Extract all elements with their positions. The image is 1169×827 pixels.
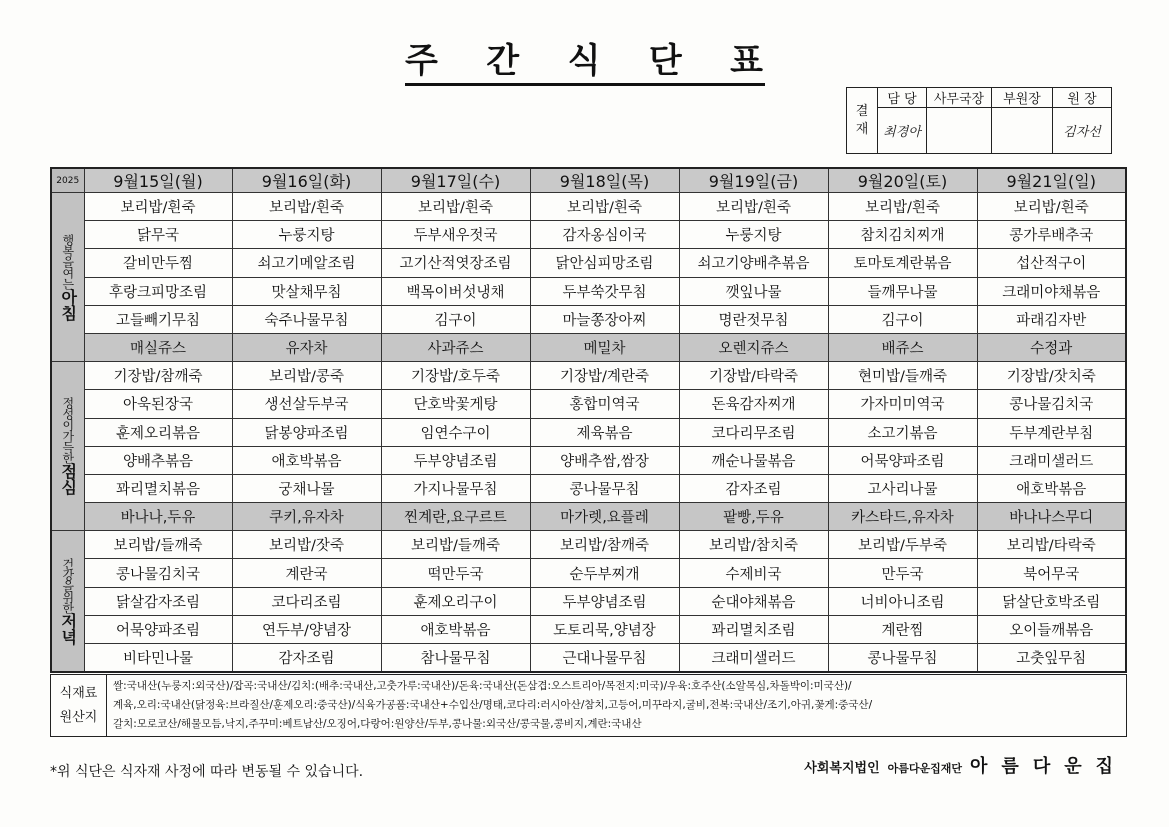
snack-cell: 바나나,두유 — [84, 503, 232, 531]
menu-cell: 갈비만두찜 — [84, 249, 232, 277]
menu-cell: 누룽지탕 — [232, 221, 381, 249]
menu-cell: 근대나물무침 — [530, 644, 679, 673]
origin-label — [51, 675, 107, 736]
menu-cell: 고기산적엿장조림 — [381, 249, 530, 277]
day-header: 9월15일(월) — [84, 168, 232, 193]
menu-cell: 콩나물김치국 — [84, 559, 232, 587]
approval-label-1: 결 — [855, 103, 869, 119]
origin-line: 갈치:모로코산/해물모듬,낙지,주꾸미:베트남산/오징어,다랑어:원양산/두부,콩나물:외국산/콩국물,콩비지,계란:국내산 — [113, 718, 642, 730]
snack-cell: 사과쥬스 — [381, 333, 530, 361]
menu-row — [51, 615, 1126, 643]
snack-cell: 오렌지쥬스 — [679, 333, 828, 361]
menu-cell: 보리밥/흰죽 — [84, 193, 232, 221]
menu-cell: 오이들깨볶음 — [977, 615, 1126, 643]
menu-row — [51, 446, 1126, 474]
menu-row — [51, 531, 1126, 559]
menu-cell: 마늘쫑장아찌 — [530, 305, 679, 333]
day-header: 9월19일(금) — [679, 168, 828, 193]
menu-cell: 기장밥/타락죽 — [679, 362, 828, 390]
menu-cell: 두부계란부침 — [977, 418, 1126, 446]
menu-row — [51, 193, 1126, 221]
menu-cell: 크래미샐러드 — [679, 644, 828, 673]
menu-cell: 홍합미역국 — [530, 390, 679, 418]
page-title — [405, 33, 765, 86]
menu-cell: 애호박볶음 — [232, 446, 381, 474]
menu-cell: 쇠고기메알조림 — [232, 249, 381, 277]
menu-cell: 어묵양파조림 — [84, 615, 232, 643]
menu-cell: 애호박볶음 — [977, 474, 1126, 502]
menu-cell: 들깨무나물 — [828, 277, 977, 305]
approval-header-staff: 담 당 — [878, 88, 927, 108]
menu-cell: 순두부찌개 — [530, 559, 679, 587]
menu-cell: 계란찜 — [828, 615, 977, 643]
org-name: 아름다운집 — [970, 756, 1127, 777]
menu-cell: 꽈리멸치볶음 — [84, 474, 232, 502]
menu-row — [51, 587, 1126, 615]
menu-cell: 생선살두부국 — [232, 390, 381, 418]
origin-label-line: 원산지 — [59, 709, 98, 725]
menu-cell: 숙주나물무침 — [232, 305, 381, 333]
menu-row — [51, 559, 1126, 587]
menu-cell: 콩나물무침 — [828, 644, 977, 673]
menu-cell: 보리밥/흰죽 — [530, 193, 679, 221]
year-label: 2025 — [51, 168, 84, 193]
snack-cell: 유자차 — [232, 333, 381, 361]
snack-cell: 메밀차 — [530, 333, 679, 361]
menu-cell: 계란국 — [232, 559, 381, 587]
snack-row — [51, 333, 1126, 361]
menu-cell: 닭무국 — [84, 221, 232, 249]
approval-header-head: 원 장 — [1053, 88, 1112, 108]
menu-cell: 떡만두국 — [381, 559, 530, 587]
menu-row — [51, 221, 1126, 249]
menu-cell: 크래미샐러드 — [977, 446, 1126, 474]
menu-row — [51, 362, 1126, 390]
menu-cell: 훈제오리구이 — [381, 587, 530, 615]
menu-cell: 김구이 — [828, 305, 977, 333]
meal-label-main: 저녁 — [58, 612, 78, 645]
origin-line: 쌀:국내산(누룽지:외국산)/잡곡:국내산/김치:(배추:국내산,고춧가루:국내산)/돈육:국내산(돈삼겹:오스트리아/목전지:미국)/우육:호주산(소알목심,차돌박이:미국산)/ — [113, 680, 852, 692]
menu-cell: 단호박꽃게탕 — [381, 390, 530, 418]
menu-cell: 기장밥/잣치죽 — [977, 362, 1126, 390]
meal-label-sub: 행복을여는 — [60, 233, 75, 289]
meal-label — [51, 193, 84, 362]
menu-cell: 보리밥/참깨죽 — [530, 531, 679, 559]
menu-cell: 돈육감자찌개 — [679, 390, 828, 418]
menu-row — [51, 474, 1126, 502]
day-header: 9월20일(토) — [828, 168, 977, 193]
menu-cell: 섭산적구이 — [977, 249, 1126, 277]
menu-cell: 너비아니조림 — [828, 587, 977, 615]
menu-cell: 맛살채무침 — [232, 277, 381, 305]
snack-cell: 찐계란,요구르트 — [381, 503, 530, 531]
menu-cell: 보리밥/흰죽 — [977, 193, 1126, 221]
menu-cell: 임연수구이 — [381, 418, 530, 446]
title-char: 간 — [486, 40, 522, 81]
menu-cell: 양배추쌈,쌈장 — [530, 446, 679, 474]
menu-cell: 후랑크피망조림 — [84, 277, 232, 305]
menu-cell: 두부새우젓국 — [381, 221, 530, 249]
meal-label-sub: 건강을위한 — [60, 557, 75, 613]
origin-line: 계육,오리:국내산(닭정육:브라질산/훈제오리:중국산)/식육가공품:국내산+수입산/명태,코다리:러시아산/참치,고등어,미꾸라지,굴비,전복:국내산/조기,아귀,꽃게:중국산/ — [113, 699, 873, 711]
menu-cell: 보리밥/들깨죽 — [84, 531, 232, 559]
approval-label — [847, 88, 878, 154]
menu-cell: 소고기볶음 — [828, 418, 977, 446]
menu-cell: 아욱된장국 — [84, 390, 232, 418]
menu-cell: 보리밥/잣죽 — [232, 531, 381, 559]
menu-cell: 닭봉양파조림 — [232, 418, 381, 446]
approval-header-vice: 부원장 — [992, 88, 1053, 108]
snack-cell: 마가렛,요플레 — [530, 503, 679, 531]
menu-cell: 보리밥/흰죽 — [381, 193, 530, 221]
menu-cell: 연두부/양념장 — [232, 615, 381, 643]
approval-header-director: 사무국장 — [927, 88, 992, 108]
menu-cell: 꽈리멸치조림 — [679, 615, 828, 643]
menu-row — [51, 249, 1126, 277]
menu-cell: 보리밥/흰죽 — [828, 193, 977, 221]
origin-text — [107, 675, 878, 736]
menu-cell: 기장밥/참깨죽 — [84, 362, 232, 390]
menu-cell: 양배추볶음 — [84, 446, 232, 474]
menu-cell: 만두국 — [828, 559, 977, 587]
menu-cell: 수제비국 — [679, 559, 828, 587]
day-header: 9월18일(목) — [530, 168, 679, 193]
origin-box — [50, 674, 1127, 737]
menu-cell: 토마토계란볶음 — [828, 249, 977, 277]
menu-cell: 백목이버섯냉채 — [381, 277, 530, 305]
menu-cell: 누룽지탕 — [679, 221, 828, 249]
menu-cell: 콩나물김치국 — [977, 390, 1126, 418]
menu-cell: 보리밥/흰죽 — [679, 193, 828, 221]
menu-cell: 기장밥/호두죽 — [381, 362, 530, 390]
menu-cell: 보리밥/흰죽 — [232, 193, 381, 221]
menu-cell: 깨순나물볶음 — [679, 446, 828, 474]
menu-cell: 감자옹심이국 — [530, 221, 679, 249]
snack-cell: 매실쥬스 — [84, 333, 232, 361]
menu-cell: 김구이 — [381, 305, 530, 333]
signature-vice — [992, 108, 1053, 154]
notice-text: *위 식단은 식자재 사정에 따라 변동될 수 있습니다. — [50, 764, 364, 780]
approval-box — [846, 87, 1112, 154]
org-prefix: 사회복지법인 — [804, 761, 880, 776]
menu-cell: 제육볶음 — [530, 418, 679, 446]
menu-row — [51, 390, 1126, 418]
menu-cell: 도토리묵,양념장 — [530, 615, 679, 643]
menu-cell: 비타민나물 — [84, 644, 232, 673]
menu-cell: 고사리나물 — [828, 474, 977, 502]
organization — [804, 752, 1127, 778]
meal-label — [51, 531, 84, 672]
menu-cell: 보리밥/콩죽 — [232, 362, 381, 390]
menu-row — [51, 644, 1126, 673]
menu-cell: 순대야채볶음 — [679, 587, 828, 615]
snack-cell: 쿠키,유자차 — [232, 503, 381, 531]
signature-head: 김자선 — [1053, 108, 1112, 154]
menu-cell: 보리밥/참치죽 — [679, 531, 828, 559]
menu-cell: 코다리무조림 — [679, 418, 828, 446]
menu-cell: 고들빼기무침 — [84, 305, 232, 333]
weekly-menu-table — [50, 167, 1127, 673]
title-char: 단 — [648, 40, 684, 81]
meal-label-sub: 정성이가득한 — [60, 397, 75, 464]
menu-cell: 보리밥/두부죽 — [828, 531, 977, 559]
signature-director — [927, 108, 992, 154]
menu-cell: 두부양념조림 — [381, 446, 530, 474]
menu-cell: 두부쑥갓무침 — [530, 277, 679, 305]
org-foundation: 아름다운집재단 — [887, 762, 963, 775]
snack-row — [51, 503, 1126, 531]
menu-cell: 두부양념조림 — [530, 587, 679, 615]
approval-label-2: 재 — [855, 121, 869, 137]
menu-cell: 고춧잎무침 — [977, 644, 1126, 673]
menu-cell: 현미밥/들깨죽 — [828, 362, 977, 390]
day-header: 9월17일(수) — [381, 168, 530, 193]
menu-cell: 크래미야채볶음 — [977, 277, 1126, 305]
snack-cell: 팥빵,두유 — [679, 503, 828, 531]
signature-staff: 최경아 — [878, 108, 927, 154]
menu-cell: 애호박볶음 — [381, 615, 530, 643]
menu-cell: 닭안심피망조림 — [530, 249, 679, 277]
day-header-row — [51, 168, 1126, 193]
menu-cell: 기장밥/계란죽 — [530, 362, 679, 390]
title-char: 표 — [730, 40, 765, 81]
menu-cell: 어묵양파조림 — [828, 446, 977, 474]
menu-cell: 명란젓무침 — [679, 305, 828, 333]
menu-cell: 파래김자반 — [977, 305, 1126, 333]
menu-cell: 훈제오리볶음 — [84, 418, 232, 446]
snack-cell: 수정과 — [977, 333, 1126, 361]
menu-cell: 콩나물무침 — [530, 474, 679, 502]
menu-cell: 쇠고기양배추볶음 — [679, 249, 828, 277]
menu-cell: 감자조림 — [679, 474, 828, 502]
snack-cell: 배쥬스 — [828, 333, 977, 361]
title-char: 식 — [567, 40, 603, 81]
day-header: 9월21일(일) — [977, 168, 1126, 193]
menu-cell: 가지나물무침 — [381, 474, 530, 502]
menu-cell: 닭살단호박조림 — [977, 587, 1126, 615]
menu-cell: 참치김치찌개 — [828, 221, 977, 249]
menu-row — [51, 305, 1126, 333]
menu-cell: 콩가루배추국 — [977, 221, 1126, 249]
menu-cell: 보리밥/들깨죽 — [381, 531, 530, 559]
menu-cell: 가자미미역국 — [828, 390, 977, 418]
menu-cell: 감자조림 — [232, 644, 381, 673]
meal-label-main: 점심 — [58, 463, 78, 496]
day-header: 9월16일(화) — [232, 168, 381, 193]
menu-cell: 보리밥/타락죽 — [977, 531, 1126, 559]
title-char: 주 — [405, 40, 440, 81]
menu-cell: 깻잎나물 — [679, 277, 828, 305]
menu-cell: 궁채나물 — [232, 474, 381, 502]
menu-cell: 닭살감자조림 — [84, 587, 232, 615]
menu-cell: 코다리조림 — [232, 587, 381, 615]
snack-cell: 바나나스무디 — [977, 503, 1126, 531]
snack-cell: 카스타드,유자차 — [828, 503, 977, 531]
menu-row — [51, 277, 1126, 305]
menu-row — [51, 418, 1126, 446]
meal-label — [51, 362, 84, 531]
menu-cell: 참나물무침 — [381, 644, 530, 673]
meal-label-main: 아침 — [58, 288, 78, 321]
origin-label-line: 식재료 — [59, 685, 98, 701]
menu-cell: 북어무국 — [977, 559, 1126, 587]
